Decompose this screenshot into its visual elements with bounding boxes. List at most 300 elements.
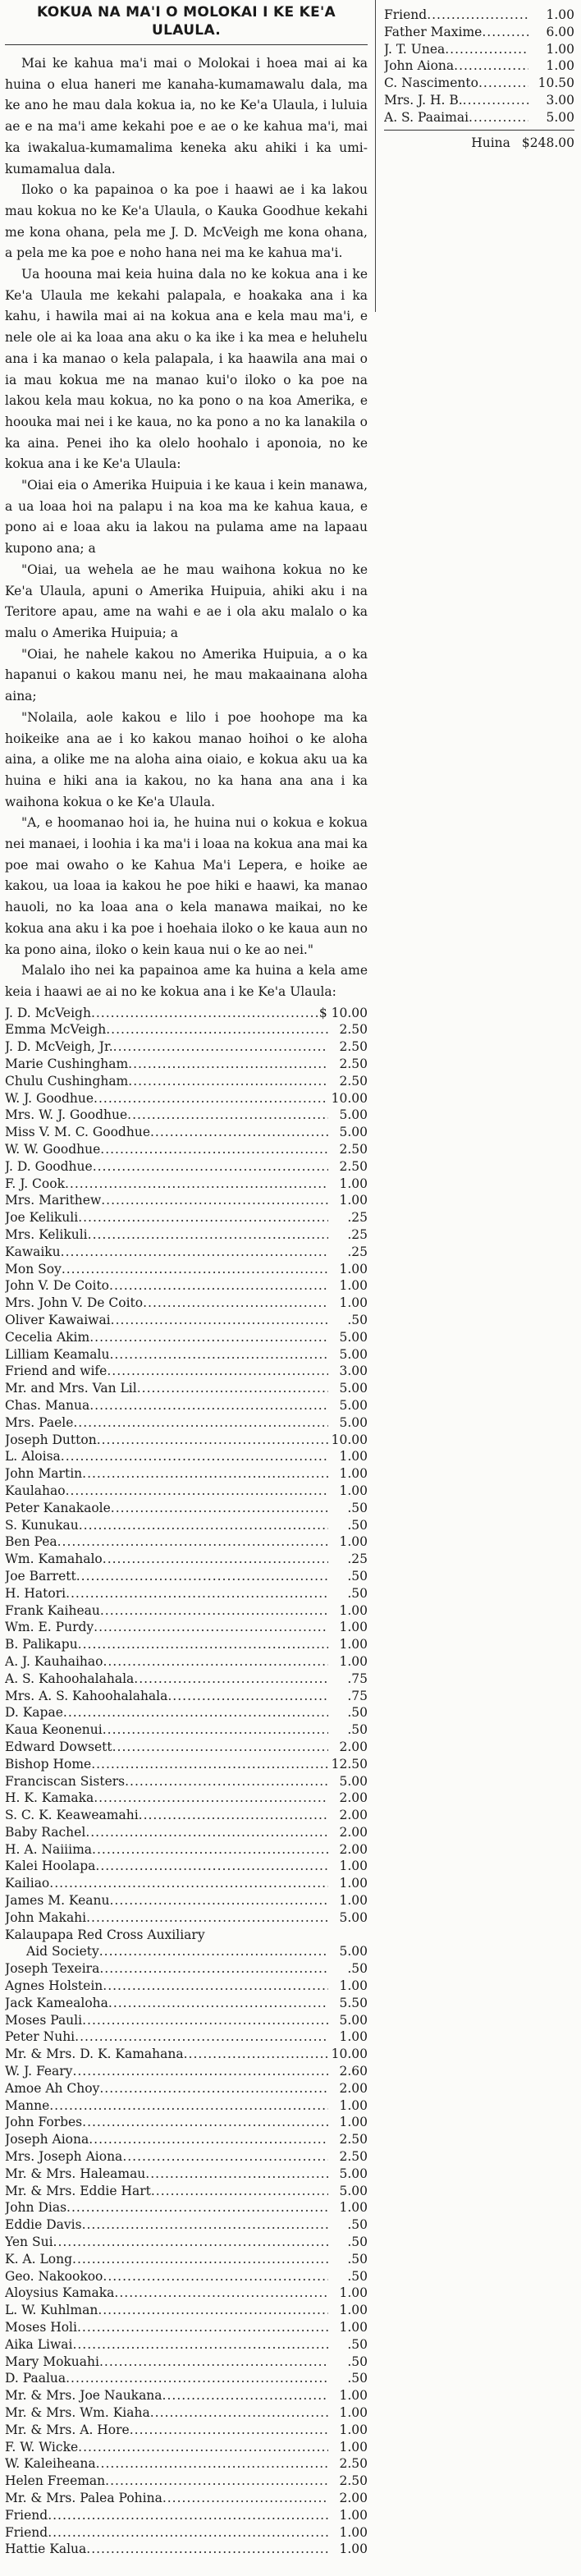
leader-dots — [62, 1261, 328, 1278]
donor-row — [5, 2097, 368, 2115]
donor-amount: 5.00 — [339, 2183, 368, 2198]
leader-dots — [86, 1909, 328, 1927]
donor-row — [5, 1107, 368, 1124]
leader-dots — [145, 2166, 328, 2183]
leader-dots — [106, 1021, 328, 1038]
donor-name: Mary Mokuahi — [5, 2354, 99, 2369]
donor-name: Wm. Kamahalo — [5, 1552, 103, 1567]
donor-amount: 6.00 — [546, 24, 574, 39]
total-row — [384, 134, 574, 152]
donor-amount: 2.00 — [339, 1808, 368, 1823]
leader-dots — [103, 1653, 328, 1671]
donor-row — [5, 1892, 368, 1909]
donor-row — [384, 57, 574, 75]
donor-name: J. D. McVeigh — [5, 1005, 91, 1020]
donor-name: Friend — [384, 7, 428, 22]
donor-row — [5, 2302, 368, 2319]
donor-name: Marie Cushingham — [5, 1057, 129, 1072]
donor-name: John Makahi — [5, 1909, 87, 1925]
leader-dots — [89, 1397, 328, 1414]
leader-dots — [109, 1892, 328, 1909]
donor-amount: 2.50 — [339, 1057, 368, 1072]
donor-name: Mr. & Mrs. Palea Pohina — [5, 2490, 162, 2505]
donor-amount: 1.00 — [339, 1466, 368, 1482]
donor-row — [5, 2114, 368, 2131]
leader-dots — [95, 1858, 328, 1875]
donor-row — [5, 1295, 368, 1312]
total-amount: $248.00 — [521, 135, 574, 150]
leader-dots — [75, 2028, 328, 2046]
donor-amount: 5.00 — [339, 1346, 368, 1362]
donor-row — [5, 2080, 368, 2097]
leader-dots — [99, 1943, 328, 1960]
leader-dots — [82, 2114, 328, 2131]
leader-dots — [113, 1038, 328, 1056]
leader-dots — [103, 1551, 328, 1568]
donor-row — [5, 1209, 368, 1226]
donor-row — [5, 1602, 368, 1620]
donor-name: Jack Kamealoha — [5, 1995, 108, 2010]
donor-row — [5, 1090, 368, 1107]
donor-amount: 5.00 — [339, 1414, 368, 1430]
donor-name: James M. Keanu — [5, 1893, 110, 1909]
donor-name: Mrs. A. S. Kahoohalahala — [5, 1688, 168, 1703]
donor-amount: 1.00 — [339, 2029, 368, 2045]
donor-row — [5, 1533, 368, 1551]
donor-amount: 10.00 — [331, 1090, 368, 1106]
donor-row — [5, 2234, 368, 2251]
donor-amount: 1.00 — [339, 1278, 368, 1294]
donor-row — [5, 1380, 368, 1397]
donor-name: A. S. Paaimai — [384, 109, 469, 125]
donor-amount: 5.00 — [339, 2166, 368, 2181]
donor-row — [5, 2370, 368, 2387]
donor-name: Joseph Aiona — [5, 2132, 89, 2147]
leader-dots — [77, 2319, 328, 2336]
leader-dots — [139, 1807, 328, 1824]
leader-dots — [109, 1277, 328, 1295]
donor-amount: 1.00 — [339, 1449, 368, 1464]
leader-dots — [99, 2354, 328, 2371]
donor-amount: 5.00 — [339, 1329, 368, 1345]
donor-amount: 1.00 — [339, 1295, 368, 1311]
donor-name: Eddie Davis — [5, 2217, 82, 2233]
leader-dots — [57, 1533, 328, 1551]
donor-amount: 2.00 — [339, 1739, 368, 1754]
donor-name: Mr. and Mrs. Van Lil — [5, 1381, 137, 1396]
donor-name: Mon Soy — [5, 1261, 62, 1277]
donor-amount: 1.00 — [339, 2200, 368, 2216]
donor-amount: $ 10.00 — [318, 1005, 368, 1020]
donor-amount: 1.00 — [339, 2542, 368, 2557]
leader-dots — [103, 1721, 328, 1739]
donor-amount: 1.00 — [339, 1637, 368, 1652]
donor-row — [5, 1960, 368, 1978]
donor-name: Mrs. W. J. Goodhue — [5, 1107, 128, 1123]
leader-dots — [478, 75, 528, 92]
donor-amount: 1.00 — [339, 2404, 368, 2420]
donor-name: Aloysius Kamaka — [5, 2285, 115, 2301]
leader-dots — [63, 1704, 328, 1721]
leader-dots — [49, 1875, 328, 1892]
leader-dots — [82, 1465, 328, 1483]
donor-name: Hattie Kalua — [5, 2542, 87, 2557]
donor-amount: 2.00 — [339, 2490, 368, 2505]
donor-amount: .25 — [347, 1227, 368, 1242]
donor-name: Mrs. Joseph Aiona — [5, 2149, 123, 2165]
donor-amount: 2.50 — [339, 1158, 368, 1174]
donor-amount: 5.00 — [546, 109, 574, 125]
donor-amount: 2.50 — [339, 2132, 368, 2147]
donor-row — [5, 2354, 368, 2371]
donor-row — [5, 2268, 368, 2285]
donor-amount: .50 — [347, 1585, 368, 1601]
leader-dots — [72, 2251, 328, 2268]
donor-row — [5, 1244, 368, 1261]
donor-row — [5, 2012, 368, 2029]
donor-row — [5, 2336, 368, 2354]
article-paragraph: "Oiai eia o Amerika Huipuia i ke kaua i kein manawa, a ua loaa hoi na palapu i na koa ma ke kahua kaua, e pono ai e loaa aku ia lakou na pulama ame na lapaau kupono ana; a — [5, 478, 368, 557]
article-paragraph: "Oiai, ua wehela ae he mau waihona kokua no ke Ke'a Ulaula, apuni o Amerika Huipuia, ahiki aku i na Teritore apau, ame na wahi e ae i ola aku malalo o ka malu o Amerika Huipuia; a — [5, 561, 368, 640]
donor-row — [5, 2166, 368, 2183]
donor-amount: 1.00 — [339, 2097, 368, 2113]
leader-dots — [82, 2216, 328, 2234]
donor-amount: 1.00 — [339, 2388, 368, 2404]
article-paragraph: "Nolaila, aole kakou e lilo i poe hoohope ma ka hoikeike ana ae i ko kakou manao hoihoi o ke aloha aina, a olike me na aloha aina oiaio, e kokua aku ua ka huina e hiki ana ia kakou, no ka hana ana ana i ka waihona kokua o ke Ke'a Ulaula. — [5, 709, 368, 809]
leader-dots — [48, 2524, 328, 2542]
donor-name: S. C. K. Keaweamahi — [5, 1808, 139, 1823]
donor-row — [384, 24, 574, 41]
leader-dots — [114, 2285, 328, 2302]
donor-row — [5, 2387, 368, 2404]
donor-row — [5, 1824, 368, 1841]
donor-amount: 5.00 — [339, 2012, 368, 2028]
donor-name: W. J. Goodhue — [5, 1090, 94, 1106]
leader-dots — [96, 2455, 328, 2473]
donor-name: Helen Freeman — [5, 2473, 106, 2489]
donor-name: Edward Dowsett — [5, 1739, 112, 1754]
donor-row — [5, 1312, 368, 1329]
donor-row — [5, 1688, 368, 1705]
donor-row — [5, 1636, 368, 1653]
donor-row — [5, 1124, 368, 1141]
column-divider — [375, 0, 376, 312]
leader-dots — [66, 2370, 328, 2387]
donor-row — [5, 1739, 368, 1756]
leader-dots — [122, 2148, 328, 2166]
donor-row — [5, 1329, 368, 1346]
donor-amount: .50 — [347, 2217, 368, 2233]
donor-row — [5, 1909, 368, 1927]
donor-name: Kawaiku — [5, 1244, 61, 1259]
leader-dots — [78, 1636, 328, 1653]
leader-dots — [167, 1688, 328, 1705]
donor-name: Peter Nuhi — [5, 2029, 75, 2045]
donor-amount: 1.00 — [339, 2507, 368, 2523]
donor-amount: .50 — [347, 1961, 368, 1977]
donor-amount: 12.50 — [331, 1756, 368, 1772]
donor-amount: .50 — [347, 1705, 368, 1721]
donor-row — [5, 1158, 368, 1176]
donor-row — [5, 2524, 368, 2542]
donor-row — [384, 41, 574, 58]
donor-amount: 1.00 — [339, 1261, 368, 1277]
donor-name: Mrs. Marithew — [5, 1193, 102, 1208]
leader-dots — [112, 1739, 328, 1756]
donor-amount: .50 — [347, 1568, 368, 1584]
donor-amount: .25 — [347, 1552, 368, 1567]
leader-dots — [111, 1312, 328, 1329]
donor-row — [5, 2046, 368, 2063]
donor-row — [5, 1943, 368, 1960]
donor-name: Aika Liwai — [5, 2336, 73, 2352]
leader-dots — [125, 1773, 328, 1790]
leader-dots — [89, 1329, 328, 1346]
leader-dots — [454, 57, 528, 75]
donor-name: Mr. & Mrs. A. Hore — [5, 2422, 130, 2437]
donor-row — [5, 2319, 368, 2336]
donor-row — [5, 2490, 368, 2507]
donor-row — [5, 2455, 368, 2473]
donor-name: Geo. Nakookoo — [5, 2268, 103, 2284]
donor-name: John V. De Coito — [5, 1278, 110, 1294]
donor-amount: 1.00 — [546, 58, 574, 74]
leader-dots — [66, 2199, 328, 2216]
donor-name: Frank Kaiheau — [5, 1602, 100, 1618]
donor-amount: 5.00 — [339, 1909, 368, 1925]
donor-name: Joseph Dutton — [5, 1432, 97, 1447]
leader-dots — [72, 2063, 328, 2080]
donor-name: Friend and wife — [5, 1364, 108, 1379]
donor-row — [5, 2028, 368, 2046]
donor-row — [5, 1414, 368, 1432]
donor-amount: .50 — [347, 2336, 368, 2352]
donor-row — [5, 2251, 368, 2268]
leader-dots — [184, 2046, 328, 2063]
donor-name: Emma McVeigh — [5, 1022, 107, 1038]
leader-dots — [99, 1960, 328, 1978]
leader-dots — [86, 2541, 328, 2558]
leader-dots — [469, 109, 528, 126]
donor-name: Mr. & Mrs. Joe Naukana — [5, 2388, 162, 2404]
donor-name: Mr. & Mrs. D. K. Kamahana — [5, 2047, 184, 2062]
donor-name: Moses Pauli — [5, 2012, 83, 2028]
leader-dots — [79, 1517, 328, 1534]
donor-name: Mrs. Kelikuli — [5, 1227, 88, 1242]
donor-amount: 5.00 — [339, 1944, 368, 1960]
donor-name: F. J. Cook — [5, 1176, 65, 1191]
donor-name: D. Paalua — [5, 2371, 66, 2386]
donor-amount: 1.00 — [339, 2439, 368, 2455]
donor-name: F. W. Wicke — [5, 2439, 79, 2455]
donor-amount: .50 — [347, 1517, 368, 1533]
donor-row — [5, 1756, 368, 1773]
leader-dots — [88, 1226, 328, 1244]
donor-name: Amoe Ah Choy — [5, 2080, 100, 2096]
donor-row — [5, 1448, 368, 1465]
donor-name: A. J. Kauhaihao — [5, 1653, 103, 1669]
donor-name: K. A. Long — [5, 2251, 73, 2267]
donor-row — [384, 92, 574, 109]
donor-row — [5, 2063, 368, 2080]
donor-amount: .25 — [347, 1244, 368, 1259]
leader-dots — [128, 1056, 328, 1073]
donor-row — [5, 1073, 368, 1090]
donor-row — [5, 1585, 368, 1602]
total-rule — [384, 130, 574, 131]
donor-amount: .50 — [347, 2235, 368, 2250]
donor-name: Mr. & Mrs. Eddie Hart — [5, 2183, 151, 2198]
donor-amount: 2.50 — [339, 1073, 368, 1089]
leader-dots — [105, 2473, 328, 2490]
donor-name: Friend — [5, 2524, 48, 2540]
donor-amount: 1.00 — [339, 1483, 368, 1498]
donor-row — [5, 1927, 368, 1944]
leader-dots — [482, 24, 528, 41]
donor-amount: 1.00 — [339, 2303, 368, 2318]
donor-amount: 1.00 — [339, 2115, 368, 2130]
donor-name: W. J. Feary — [5, 2064, 73, 2079]
donor-amount: 2.50 — [339, 1039, 368, 1055]
donor-amount: 1.00 — [339, 1602, 368, 1618]
leader-dots — [85, 1824, 328, 1841]
donor-name: Mrs. Paele — [5, 1414, 74, 1430]
leader-dots — [103, 2268, 328, 2285]
donor-amount: 1.00 — [339, 1893, 368, 1909]
leader-dots — [111, 1500, 328, 1517]
leader-dots — [94, 1619, 328, 1636]
donor-row — [5, 1397, 368, 1414]
leader-dots — [151, 2183, 328, 2200]
donor-row — [5, 1483, 368, 1500]
donor-amount: 1.00 — [339, 2285, 368, 2301]
donor-amount: 5.00 — [339, 1381, 368, 1396]
donor-row — [5, 1141, 368, 1158]
leader-dots — [48, 2507, 328, 2524]
donor-name: J. T. Unea — [384, 41, 446, 57]
leader-dots — [76, 1568, 328, 1585]
donor-list-continued — [384, 7, 574, 126]
leader-dots — [92, 1841, 328, 1859]
leader-dots — [66, 1585, 328, 1602]
donor-name: Kalei Hoolapa — [5, 1859, 96, 1874]
leader-dots — [109, 1346, 328, 1364]
donor-row — [5, 1500, 368, 1517]
donor-amount: 1.00 — [339, 1876, 368, 1891]
donor-amount: 2.00 — [339, 1790, 368, 1806]
donor-row — [5, 1038, 368, 1056]
leader-dots — [100, 1602, 328, 1620]
donor-name: A. S. Kahoohalahala — [5, 1671, 135, 1686]
donor-amount: 10.00 — [331, 2047, 368, 2062]
donor-amount: .75 — [347, 1671, 368, 1686]
donor-name: Baby Rachel — [5, 1824, 86, 1840]
donor-row — [5, 2183, 368, 2200]
article-paragraph: Ua hoouna mai keia huina dala no ke kokua ana i ke Ke'a Ulaula me kekahi palapala, e hoakaka ana i ka kahu, i hawila mai ai na kokua ana e kela mau ma'i, e nele ole ai ka loaa ana aku o ka ike i ka mea e heluhelu ana i ka manao o kela palapala, i ka haawila ana mai o ia mau kokua me na manao kui'o iloko o ka poe na lakou kela mau kokua, no ka pono o na koa Amerika, e hoouka mai nei i ke kaua, no ka pono a no ka lanakila o ka aina. Penei iho ka olelo hoohalo i aponoia, no ke kokua ana i ke Ke'a Ulaula: — [5, 267, 368, 472]
leader-dots — [162, 2387, 328, 2404]
donor-amount: 1.00 — [339, 1534, 368, 1550]
article-column — [5, 3, 368, 2558]
donor-row — [5, 2285, 368, 2302]
donor-row — [5, 2422, 368, 2439]
donor-name: B. Palikapu — [5, 1637, 78, 1652]
donor-row — [5, 1858, 368, 1875]
donor-amount: 2.50 — [339, 2456, 368, 2472]
donor-amount: 1.00 — [339, 1193, 368, 1208]
donor-row — [5, 1978, 368, 1995]
donor-amount: 2.00 — [339, 1824, 368, 1840]
donor-row — [5, 1568, 368, 1585]
donor-amount: 1.00 — [339, 2320, 368, 2335]
donor-amount: .75 — [347, 1688, 368, 1703]
donor-row — [5, 2148, 368, 2166]
donor-row — [5, 1619, 368, 1636]
donor-row — [5, 2216, 368, 2234]
donor-name: Kailiao — [5, 1876, 50, 1891]
donor-amount: 1.00 — [339, 1859, 368, 1874]
donor-row — [5, 1056, 368, 1073]
donor-name: John Aiona — [384, 58, 455, 74]
donor-row — [384, 109, 574, 126]
donor-amount: 3.00 — [546, 92, 574, 108]
donor-row — [5, 1875, 368, 1892]
donor-name: Moses Holi — [5, 2320, 77, 2335]
leader-dots — [78, 2439, 328, 2456]
donor-name: Miss V. M. C. Goodhue — [5, 1125, 150, 1140]
donor-amount: 5.00 — [339, 1773, 368, 1789]
donor-name: Bishop Home — [5, 1756, 92, 1772]
donor-name: C. Nascimento — [384, 76, 478, 91]
donor-row — [5, 1671, 368, 1688]
donor-name: Oliver Kawaiwai — [5, 1312, 111, 1327]
donor-amount: 2.60 — [339, 2064, 368, 2079]
donor-name: Kaulahao — [5, 1483, 66, 1498]
leader-dots — [66, 1483, 328, 1500]
donor-amount: 5.50 — [339, 1995, 368, 2010]
donor-amount: 1.00 — [339, 1620, 368, 1635]
donor-name: Kaua Keonenui — [5, 1722, 103, 1738]
donor-name: Mr. & Mrs. Haleamau — [5, 2166, 146, 2181]
donor-amount: .50 — [347, 1722, 368, 1738]
leader-dots — [49, 2097, 328, 2115]
donor-row — [5, 1226, 368, 1244]
donor-name: Peter Kanakaole — [5, 1500, 111, 1515]
leader-dots — [72, 2336, 328, 2354]
donor-name: Mrs. John V. De Coito — [5, 1295, 144, 1311]
leader-dots — [91, 1005, 319, 1022]
leader-dots — [150, 2404, 328, 2422]
donor-row — [5, 1773, 368, 1790]
donor-name: H. A. Naiiima — [5, 1841, 93, 1857]
donor-row — [5, 1653, 368, 1671]
donor-name: John Martin — [5, 1466, 83, 1482]
donor-row — [5, 1465, 368, 1483]
donor-amount: 5.00 — [339, 1125, 368, 1140]
donor-amount: 1.00 — [546, 41, 574, 57]
donor-amount: 1.00 — [339, 1653, 368, 1669]
leader-dots — [53, 2234, 328, 2251]
donor-amount: 1.00 — [339, 1176, 368, 1191]
donor-amount: 2.00 — [339, 1841, 368, 1857]
donor-amount: 2.50 — [339, 1022, 368, 1038]
donor-row — [5, 2507, 368, 2524]
leader-dots — [137, 1380, 328, 1397]
donor-amount: 1.00 — [546, 7, 574, 22]
donor-name: Cecelia Akim — [5, 1329, 90, 1345]
donor-row — [5, 1721, 368, 1739]
donor-amount: 1.00 — [339, 2524, 368, 2540]
donor-row — [5, 2473, 368, 2490]
